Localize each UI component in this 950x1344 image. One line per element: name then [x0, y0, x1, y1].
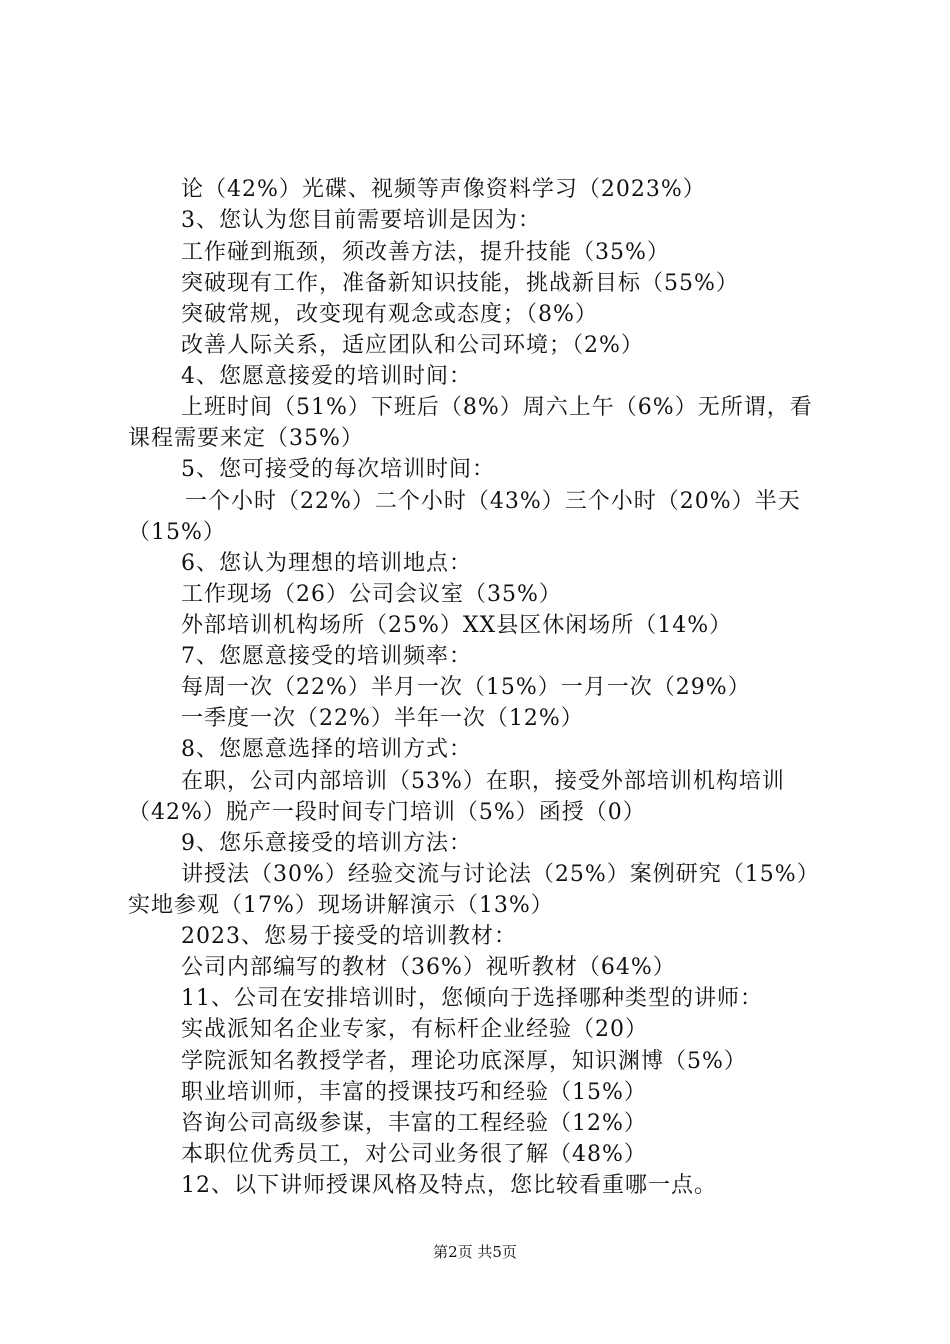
option-line: 本职位优秀员工，对公司业务很了解（48%） [181, 1142, 647, 1167]
question-heading: 7、您愿意接受的培训频率： [181, 644, 472, 669]
option-line: 在职，公司内部培训（53%）在职，接受外部培训机构培训 [181, 769, 785, 794]
option-line: 突破常规，改变现有观念或态度；（8%） [181, 302, 598, 327]
question-heading: 6、您认为理想的培训地点： [181, 551, 472, 576]
question-heading: 2023、您易于接受的培训教材： [181, 924, 517, 949]
option-line: 工作现场（26）公司会议室（35%） [181, 582, 562, 607]
page-footer: 第2页 共5页 [433, 1243, 517, 1261]
option-line: 工作碰到瓶颈，须改善方法，提升技能（35%） [181, 240, 670, 265]
option-line: 咨询公司高级参谋，丰富的工程经验（12%） [181, 1111, 647, 1136]
option-line: 讲授法（30%）经验交流与讨论法（25%）案例研究（15%） [181, 862, 820, 887]
question-heading: 9、您乐意接受的培训方法： [181, 831, 472, 856]
option-line: 外部培训机构场所（25%）XX县区休闲场所（14%） [181, 613, 733, 638]
text-line: 论（42%）光碟、视频等声像资料学习（2023%） [181, 177, 706, 202]
option-line: 公司内部编写的教材（36%）视听教材（64%） [181, 955, 676, 980]
question-heading: 11、公司在安排培训时，您倾向于选择哪种类型的讲师： [181, 986, 763, 1011]
option-line-continued: （15%） [128, 520, 226, 545]
option-line: 一季度一次（22%）半年一次（12%） [181, 706, 584, 731]
option-line-continued: 实地参观（17%）现场讲解演示（13%） [128, 893, 554, 918]
question-heading: 3、您认为您目前需要培训是因为： [181, 208, 541, 233]
option-line: 上班时间（51%）下班后（8%）周六上午（6%）无所谓，看 [181, 395, 813, 420]
option-line-continued: 课程需要来定（35%） [128, 426, 364, 451]
option-line: 职业培训师，丰富的授课技巧和经验（15%） [181, 1080, 647, 1105]
option-line: 学院派知名教授学者，理论功底深厚，知识渊博（5%） [181, 1049, 747, 1074]
option-line-continued: （42%）脱产一段时间专门培训（5%）函授（0） [128, 800, 646, 825]
option-line: 突破现有工作，准备新知识技能，挑战新目标（55%） [181, 271, 739, 296]
question-heading: 5、您可接受的每次培训时间： [181, 457, 495, 482]
option-line: 一个小时（22%）二个小时（43%）三个小时（20%）半天 [185, 489, 801, 514]
option-line: 实战派知名企业专家，有标杆企业经验（20） [181, 1017, 648, 1042]
question-heading: 12、以下讲师授课风格及特点，您比较看重哪一点。 [181, 1173, 717, 1198]
question-heading: 4、您愿意接爱的培训时间： [181, 364, 472, 389]
option-line: 改善人际关系，适应团队和公司环境；（2%） [181, 333, 644, 358]
option-line: 每周一次（22%）半月一次（15%）一月一次（29%） [181, 675, 751, 700]
question-heading: 8、您愿意选择的培训方式： [181, 737, 472, 762]
